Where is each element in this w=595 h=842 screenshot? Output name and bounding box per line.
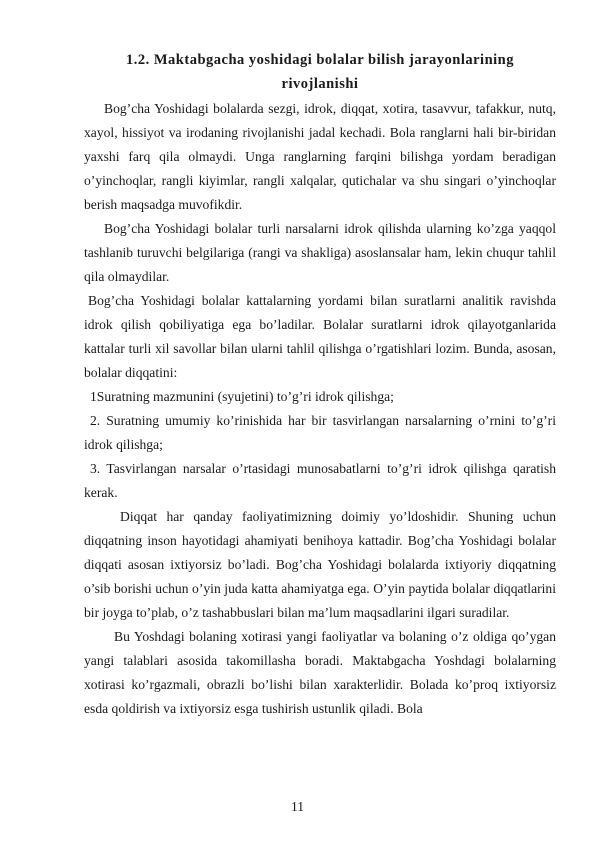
page-number: 11	[290, 799, 305, 814]
paragraph-2: Bog’cha Yoshidagi bolalar turli narsalarni idrok qilishda ularning ko’zga yaqqol tashlanib turuvchi belgilariga (rangi va shakliga) asoslansalar ham, lekin chuqur tahlil qila olmaydilar.	[84, 221, 556, 284]
document-page	[84, 48, 556, 721]
section-title	[84, 48, 556, 96]
paragraph-3: Bog’cha Yoshidagi bolalar kattalarning yordami bilan suratlarni analitik ravishda idrok qilish qobiliyatiga ega bo’ladilar. Bolalar suratlarni idrok qilayotganlarida kattalar turli xil savollar bilan ularni tahlil qilishga o’rgatishlari lozim. Bunda, asosan, bolalar diqqatini:	[84, 293, 556, 380]
paragraph-4: Diqqat har qanday faoliyatimizning doimiy yo’ldoshidir. Shuning uchun diqqatning inson hayotidagi ahamiyati benihoya kattadir. Bog’cha Yoshidagi bolalar diqqati asosan ixtiyorsiz bo’ladi. Bog’cha Yoshidagi bolalarda ixtiyoriy diqqatning o’sib borishi uchun o’yin juda katta ahamiyatga ega. O’yin paytida bolalar diqqatlarini bir joyga to’plab, o’z tashabbuslari bilan ma’lum maqsadlarini ilgari suradilar.	[84, 509, 556, 620]
paragraph-1: Bog’cha Yoshidagi bolalarda sezgi, idrok, diqqat, xotira, tasavvur, tafakkur, nutq, xayol, hissiyot va irodaning rivojlanishi jadal kechadi. Bola ranglarni hali bir-biridan yaxshi farq qila olmaydi. Unga ranglarning farqini bilishga yordam beradigan o’yinchoqlar, rangli kiyimlar, rangli xalqalar, qutichalar va shu singari o’yinchoqlar berish maqsadga muvofikdir.	[84, 101, 556, 212]
list-item-1: 1Suratning mazmunini (syujetini) to’g’ri idrok qilishga;	[90, 389, 394, 404]
section-title-line-2: rivojlanishi	[281, 76, 359, 92]
list-item-3: 3. Tasvirlangan narsalar o’rtasidagi munosabatlarni to’g’ri idrok qilishga qaratish kerak.	[84, 461, 556, 500]
section-title-line-1: 1.2. Maktabgacha yoshidagi bolalar bilish jarayonlarining	[126, 52, 514, 68]
list-item-2: 2. Suratning umumiy ko’rinishida har bir tasvirlangan narsalarning o’rnini to’g’ri idrok qilishga;	[84, 413, 556, 452]
paragraph-5: Bu Yoshdagi bolaning xotirasi yangi faoliyatlar va bolaning o’z oldiga qo’ygan yangi talablari asosida takomillasha boradi. Maktabgacha Yoshdagi bolalarning xotirasi ko’rgazmali, obrazli bo’lishi bilan xarakterlidir. Bolada ko’proq ixtiyorsiz esda qoldirish va ixtiyorsiz esga tushirish ustunlik qiladi. Bola	[84, 629, 556, 716]
